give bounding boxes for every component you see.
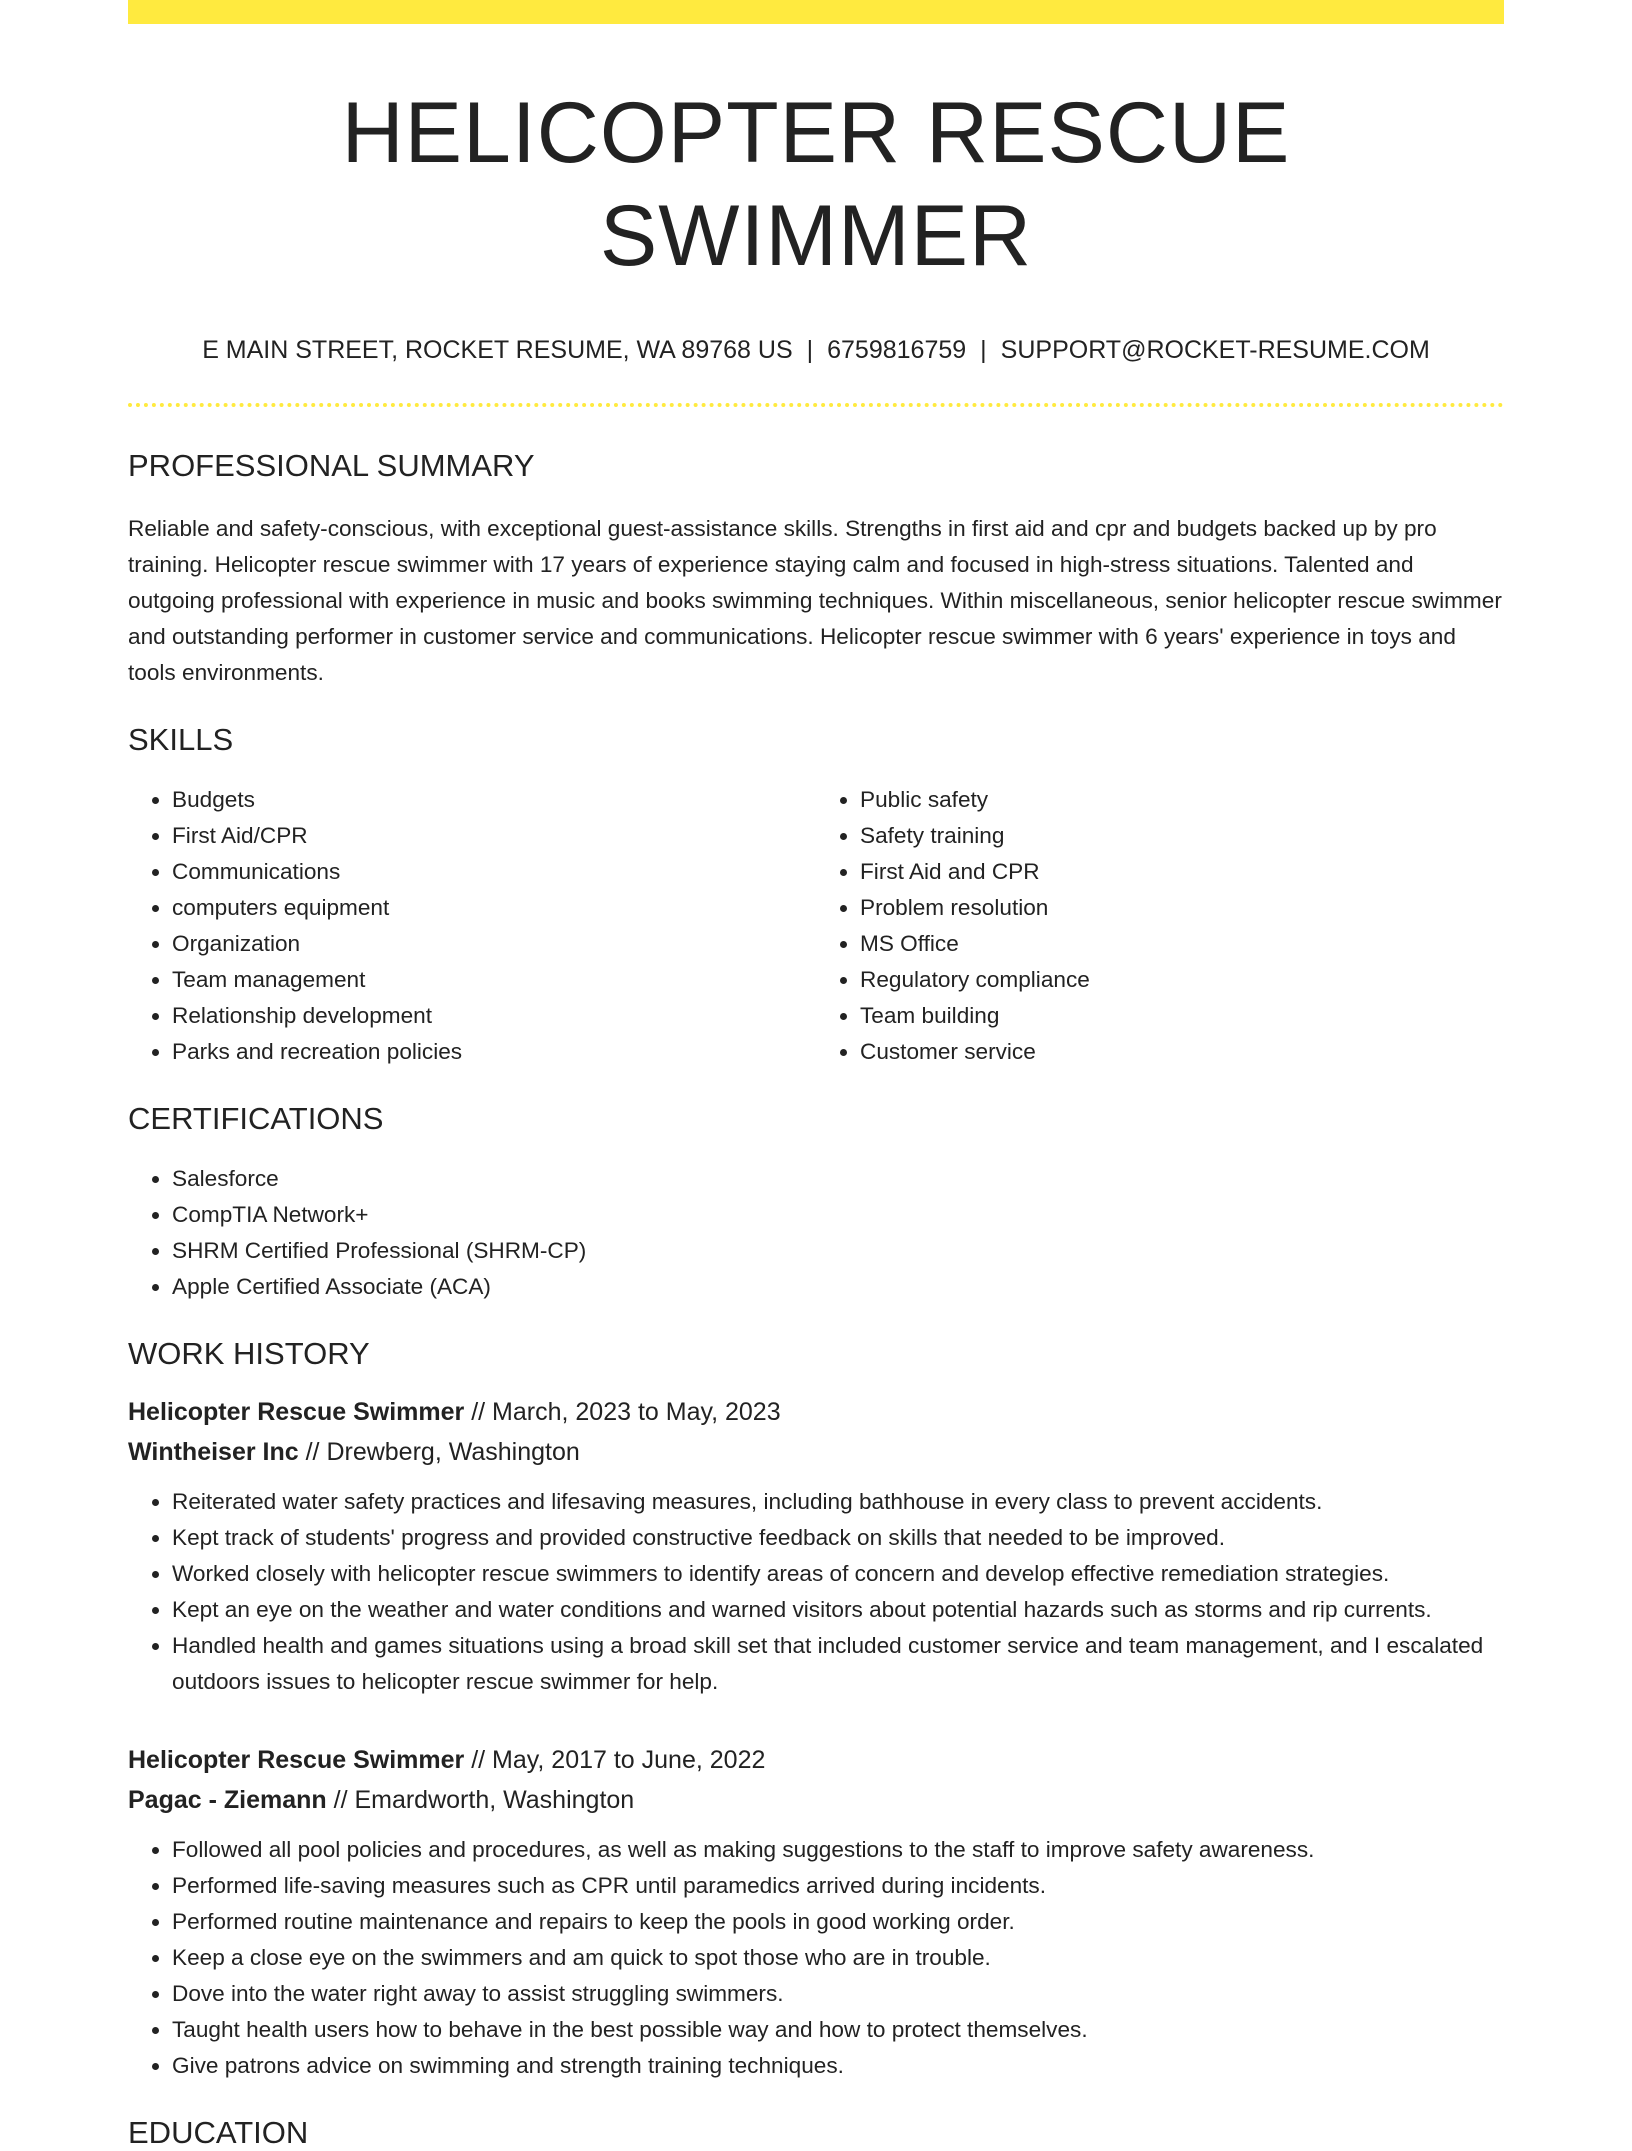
- job-entry: [128, 1740, 1504, 2084]
- work-history-heading: WORK HISTORY: [128, 1335, 370, 1371]
- job-entry: [128, 1392, 1504, 1700]
- contact-email: SUPPORT@ROCKET-RESUME.COM: [1000, 336, 1430, 365]
- skill-item: • Team building: [860, 998, 1504, 1034]
- job-bullet: • Dove into the water right away to assist struggling swimmers.: [172, 1976, 1504, 2012]
- job-company-line: [128, 1780, 1504, 1820]
- skills-section: [128, 721, 1504, 1070]
- job-company: Pagac - Ziemann: [128, 1786, 327, 1815]
- certification-item: • Salesforce: [172, 1161, 1504, 1197]
- dotted-divider: [128, 403, 1504, 407]
- job-location: // Drewberg, Washington: [298, 1438, 580, 1467]
- skills-list-left: [128, 782, 816, 1070]
- contact-phone: 6759816759: [827, 336, 967, 365]
- job-title-line: [128, 1740, 1504, 1780]
- skill-item: • MS Office: [860, 926, 1504, 962]
- skill-item: • Safety training: [860, 818, 1504, 854]
- contact-line: [128, 336, 1504, 365]
- skill-item: • Parks and recreation policies: [172, 1034, 816, 1070]
- job-title-line: [128, 1392, 1504, 1432]
- certification-item: • SHRM Certified Professional (SHRM-CP): [172, 1233, 1504, 1269]
- job-company-line: [128, 1432, 1504, 1472]
- skill-item: • Public safety: [860, 782, 1504, 818]
- skill-item: • Relationship development: [172, 998, 816, 1034]
- job-location: // Emardworth, Washington: [326, 1786, 635, 1815]
- job-bullet: • Worked closely with helicopter rescue swimmers to identify areas of concern and develop effective remediation strategies.: [172, 1556, 1504, 1592]
- skill-item: • computers equipment: [172, 890, 816, 926]
- job-bullet: • Give patrons advice on swimming and strength training techniques.: [172, 2048, 1504, 2084]
- certifications-list: [128, 1161, 1504, 1305]
- work-history-section: [128, 1335, 1504, 2084]
- contact-address: E MAIN STREET, ROCKET RESUME, WA 89768 US: [202, 336, 793, 365]
- skill-item: • Team management: [172, 962, 816, 998]
- job-bullet: • Handled health and games situations using a broad skill set that included customer service and team management, and I escalated outdoors issues to helicopter rescue swimmer for help.: [172, 1628, 1504, 1700]
- job-bullet: • Keep a close eye on the swimmers and am quick to spot those who are in trouble.: [172, 1940, 1504, 1976]
- contact-separator: |: [806, 336, 814, 365]
- job-dates: // May, 2017 to June, 2022: [464, 1746, 766, 1775]
- skill-item: • Budgets: [172, 782, 816, 818]
- certifications-heading: CERTIFICATIONS: [128, 1100, 384, 1136]
- skills-list-right: [816, 782, 1504, 1070]
- certifications-section: [128, 1100, 1504, 1305]
- job-bullet: • Reiterated water safety practices and lifesaving measures, including bathhouse in every class to prevent accidents.: [172, 1484, 1504, 1520]
- job-role: Helicopter Rescue Swimmer: [128, 1746, 465, 1775]
- skill-item: • Organization: [172, 926, 816, 962]
- education-heading: EDUCATION: [128, 2115, 309, 2151]
- summary-heading: PROFESSIONAL SUMMARY: [128, 448, 535, 484]
- summary-text: Reliable and safety-conscious, with exceptional guest-assistance skills. Strengths in first aid and cpr and budgets backed up by pro training. Helicopter rescue swimmer with 17 years of experience staying calm and focused in high-stress situations. Talented and outgoing professional with experience in music and books swimming techniques. Within miscellaneous, senior helicopter rescue swimmer and outstanding performer in customer service and communications. Helicopter rescue swimmer with 6 years' experience in toys and tools environments.: [128, 515, 1502, 685]
- job-bullet: • Taught health users how to behave in the best possible way and how to protect themselves.: [172, 2012, 1504, 2048]
- job-bullet: • Kept track of students' progress and provided constructive feedback on skills that needed to be improved.: [172, 1520, 1504, 1556]
- summary-section: [128, 447, 1504, 690]
- resume-page: [128, 0, 1504, 2151]
- job-bullets: [128, 1484, 1504, 1700]
- contact-separator: |: [980, 336, 987, 365]
- skill-item: • First Aid/CPR: [172, 818, 816, 854]
- skill-item: • Communications: [172, 854, 816, 890]
- job-bullets: [128, 1832, 1504, 2084]
- skill-item: • Regulatory compliance: [860, 962, 1504, 998]
- skills-columns: [128, 782, 1504, 1070]
- job-bullet: • Performed routine maintenance and repairs to keep the pools in good working order.: [172, 1904, 1504, 1940]
- certification-item: • Apple Certified Associate (ACA): [172, 1269, 1504, 1305]
- accent-top-bar: [128, 0, 1504, 24]
- education-section: [128, 2114, 1504, 2151]
- skill-item: • Problem resolution: [860, 890, 1504, 926]
- job-bullet: • Kept an eye on the weather and water conditions and warned visitors about potential hazards such as storms and rip currents.: [172, 1592, 1504, 1628]
- job-company: Wintheiser Inc: [128, 1438, 299, 1467]
- job-bullet: • Performed life-saving measures such as CPR until paramedics arrived during incidents.: [172, 1868, 1504, 1904]
- certification-item: • CompTIA Network+: [172, 1197, 1504, 1233]
- skills-heading: SKILLS: [128, 721, 234, 757]
- skill-item: • Customer service: [860, 1034, 1504, 1070]
- resume-name: HELICOPTER RESCUE SWIMMER: [341, 85, 1291, 285]
- skill-item: • First Aid and CPR: [860, 854, 1504, 890]
- job-dates: // March, 2023 to May, 2023: [464, 1398, 781, 1427]
- job-bullet: • Followed all pool policies and procedures, as well as making suggestions to the staff to improve safety awareness.: [172, 1832, 1504, 1868]
- job-role: Helicopter Rescue Swimmer: [128, 1398, 465, 1427]
